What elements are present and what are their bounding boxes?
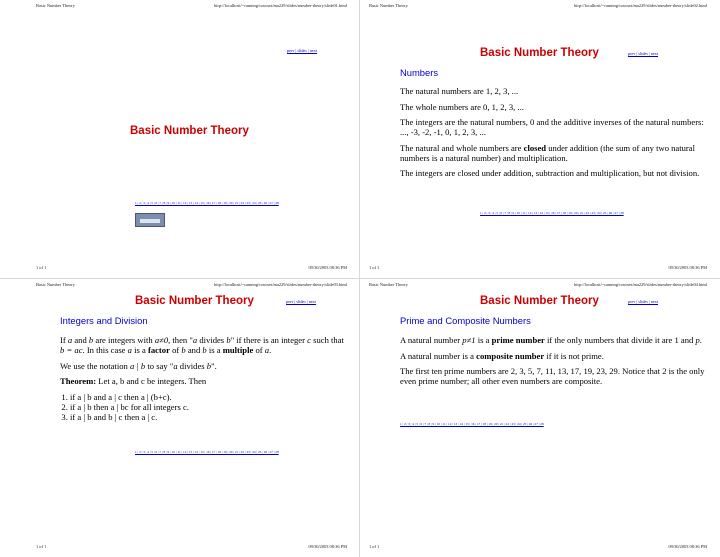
slide-body xyxy=(400,86,705,184)
paragraph: The first ten prime numbers are 2, 3, 5, 7, 11, 13, 17, 19, 23, 29. Notice that 2 is the only even prime number; all other even numbers are composite. xyxy=(400,366,705,386)
page-header-url: http://localhost/~canning/courses/ma229/slides/number-theory/slide01.html xyxy=(214,3,347,8)
slide-page-4 xyxy=(360,279,719,557)
text-run: The natural and whole numbers are xyxy=(400,142,522,153)
page-count: 1 of 1 xyxy=(369,544,380,549)
page-header-title: Basic Number Theory xyxy=(36,3,75,8)
list-item: 1. if a | b and a | c then a | (b+c). xyxy=(70,392,350,402)
slide-title: Basic Number Theory xyxy=(480,295,599,307)
paragraph: A natural number is a composite number if it is not prime. xyxy=(400,350,604,361)
list-item: 3. if a | b and b | c then a | c. xyxy=(70,412,350,422)
theorem-text: Let a, b and c be integers. Then xyxy=(98,376,207,386)
list-item: 2. if a | b then a | bc for all integers c. xyxy=(70,402,350,412)
print-timestamp: 09/30/2003 08:36 PM xyxy=(668,544,707,549)
paragraph: If a and b are integers with a≠0, then "a divides b" if there is an integer c such that b = ac. In this case a is a factor of b and b is a multiple of a. xyxy=(60,335,344,355)
print-timestamp: 09/30/2003 08:36 PM xyxy=(308,265,347,270)
slide-index-links[interactable]: 1 | 2 | 3 | 4 | 5 | 6 | 7 | 8 | 9 | 10 | 11 | 12 | 13 | 14 | 15 | 16 | 17 | 18 | 19 | 20 | 21 | 22 | 23 | 24 | 25 | 26 | 27 | 28 xyxy=(400,422,544,426)
theorem-list xyxy=(60,392,350,422)
page-count: 1 of 1 xyxy=(36,544,47,549)
slide-body xyxy=(60,335,350,422)
slide-nav[interactable] xyxy=(628,299,658,304)
page-header-url: http://localhost/~canning/courses/ma229/slides/number-theory/slide02.html xyxy=(574,3,707,8)
page-header-url: http://localhost/~canning/courses/ma229/slides/number-theory/slide04.html xyxy=(574,282,707,287)
paragraph: We use the notation a | b to say "a divides b". xyxy=(60,360,217,371)
text-run: under addition (the sum of any two natural numbers is a natural number) and multiplication. xyxy=(400,142,695,163)
slide-page-1 xyxy=(0,0,359,278)
print-timestamp: 09/30/2003 08:36 PM xyxy=(668,265,707,270)
slide-index-links[interactable]: 1 | 2 | 3 | 4 | 5 | 6 | 7 | 8 | 9 | 10 | 11 | 12 | 13 | 14 | 15 | 16 | 17 | 18 | 19 | 20 | 21 | 22 | 23 | 24 | 25 | 26 | 27 | 28 xyxy=(135,201,279,205)
paragraph: The whole numbers are 0, 1, 2, 3, ... xyxy=(400,101,524,112)
slide-title: Basic Number Theory xyxy=(130,125,249,137)
slide-nav-links[interactable]: prev | slides | next xyxy=(286,299,317,304)
page-header-title: Basic Number Theory xyxy=(369,3,408,8)
slide-heading: Numbers xyxy=(400,67,439,78)
theorem xyxy=(60,376,350,386)
slide-title: Basic Number Theory xyxy=(480,47,599,59)
slide-page-2 xyxy=(360,0,719,278)
slide-index-links[interactable]: 1 | 2 | 3 | 4 | 5 | 6 | 7 | 8 | 9 | 10 | 11 | 12 | 13 | 14 | 15 | 16 | 17 | 18 | 19 | 20 | 21 | 22 | 23 | 24 | 25 | 26 | 27 | 28 xyxy=(480,211,624,215)
page-header-title: Basic Number Theory xyxy=(369,282,408,287)
page-count: 1 of 1 xyxy=(36,265,47,270)
paragraph: The integers are the natural numbers, 0 and the additive inverses of the natural numbers: ..., -3, -2, -1, 0, 1, 2, 3, ... xyxy=(400,117,704,137)
page-header-title: Basic Number Theory xyxy=(36,282,75,287)
slide-nav[interactable] xyxy=(286,299,316,304)
logo-badge-icon xyxy=(135,213,165,227)
bold-term: closed xyxy=(523,142,547,153)
slide-heading: Integers and Division xyxy=(60,315,148,326)
theorem-label: Theorem: xyxy=(60,376,97,386)
paragraph: The natural numbers are 1, 2, 3, ... xyxy=(400,86,519,96)
page-count: 1 of 1 xyxy=(369,265,380,270)
slide-body xyxy=(400,335,705,392)
slide-nav[interactable] xyxy=(628,51,658,56)
paragraph: The integers are closed under addition, subtraction and multiplication, but not division. xyxy=(400,168,700,178)
paragraph: A natural number p≠1 is a prime number if the only numbers that divide it are 1 and p. xyxy=(400,335,702,345)
paragraph xyxy=(400,143,705,163)
slide-index-links[interactable]: 1 | 2 | 3 | 4 | 5 | 6 | 7 | 8 | 9 | 10 | 11 | 12 | 13 | 14 | 15 | 16 | 17 | 18 | 19 | 20 | 21 | 22 | 23 | 24 | 25 | 26 | 27 | 28 xyxy=(135,450,279,454)
slide-nav-links[interactable]: prev | slides | next xyxy=(628,299,659,304)
slide-nav-links[interactable]: prev | slides | next xyxy=(287,48,318,53)
slide-nav[interactable] xyxy=(287,48,317,53)
slide-page-3 xyxy=(0,279,359,557)
page-header-url: http://localhost/~canning/courses/ma229/slides/number-theory/slide03.html xyxy=(214,282,347,287)
slide-nav-links[interactable]: prev | slides | next xyxy=(628,51,659,56)
slide-title: Basic Number Theory xyxy=(135,295,254,307)
print-timestamp: 09/30/2003 08:36 PM xyxy=(308,544,347,549)
slide-heading: Prime and Composite Numbers xyxy=(400,315,531,326)
